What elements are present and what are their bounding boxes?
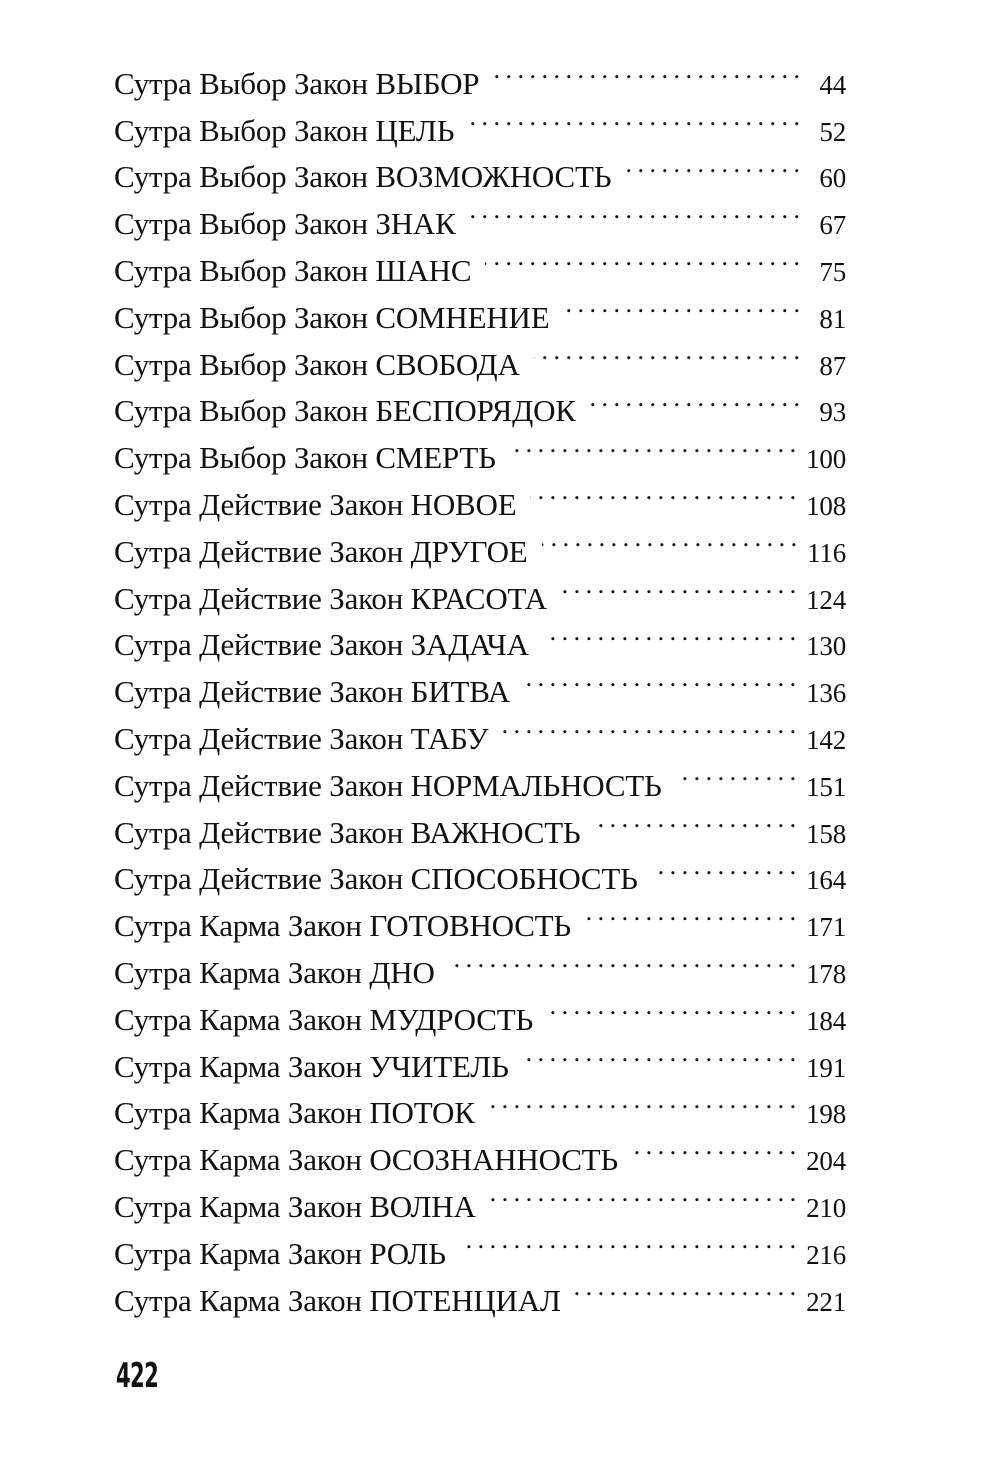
toc-entry-title: Сутра Выбор Закон ВЫБОР (114, 65, 480, 101)
toc-entry-page-number: 130 (806, 631, 846, 662)
dot-leader (490, 1170, 796, 1217)
toc-entry-title: Сутра Выбор Закон СМЕРТЬ (114, 440, 496, 476)
toc-entry-title: Сутра Карма Закон УЧИТЕЛЬ (114, 1048, 509, 1084)
toc-entry-page-number: 75 (819, 256, 846, 287)
toc-entry-page-number: 116 (807, 537, 846, 568)
dot-leader (449, 936, 796, 983)
toc-entry-title: Сутра Карма Закон РОЛЬ (114, 1235, 446, 1271)
toc-entry-page-number: 87 (819, 350, 846, 381)
toc-entry-page-number: 184 (806, 1005, 846, 1036)
dot-leader (489, 1077, 796, 1124)
toc-entry-title: Сутра Действие Закон СПОСОБНОСТЬ (114, 861, 638, 897)
toc-entry (114, 47, 846, 101)
toc-entry-page-number: 204 (806, 1146, 846, 1177)
dot-leader (530, 468, 796, 515)
dot-leader (493, 47, 800, 94)
toc-entry-title: Сутра Выбор Закон БЕСПОРЯДОК (114, 393, 576, 429)
dot-leader (510, 421, 796, 468)
toc-entry-title: Сутра Карма Закон ПОТОК (114, 1095, 475, 1131)
dot-leader (590, 375, 800, 422)
toc-entry-title: Сутра Карма Закон ОСОЗНАННОСТЬ (114, 1142, 619, 1178)
toc-entry-page-number: 164 (806, 865, 846, 896)
toc-entry-page-number: 191 (806, 1052, 846, 1083)
dot-leader (676, 749, 796, 796)
toc-entry-title: Сутра Выбор Закон СВОБОДА (114, 346, 520, 382)
table-of-contents (114, 47, 846, 1318)
toc-entry-title: Сутра Выбор Закон ЦЕЛЬ (114, 112, 455, 148)
dot-leader (547, 983, 796, 1030)
toc-entry-page-number: 44 (819, 69, 846, 100)
toc-entry-title: Сутра Выбор Закон СОМНЕНИЕ (114, 299, 550, 335)
toc-entry-title: Сутра Действие Закон ТАБУ (114, 720, 489, 756)
toc-entry-title: Сутра Карма Закон ВОЛНА (114, 1188, 476, 1224)
dot-leader (485, 234, 800, 281)
dot-leader (652, 843, 796, 890)
toc-entry-page-number: 158 (806, 818, 846, 849)
dot-leader (625, 141, 800, 188)
toc-entry-page-number: 171 (806, 912, 846, 943)
toc-entry-page-number: 60 (819, 163, 846, 194)
dot-leader (542, 515, 798, 562)
dot-leader (563, 281, 800, 328)
toc-entry-page-number: 108 (806, 490, 846, 521)
toc-entry-title: Сутра Действие Закон ДРУГОЕ (114, 533, 528, 569)
dot-leader (575, 1264, 796, 1311)
toc-entry-title: Сутра Действие Закон ВАЖНОСТЬ (114, 814, 581, 850)
dot-leader (561, 562, 796, 609)
toc-entry-page-number: 124 (806, 584, 846, 615)
toc-entry-page-number: 198 (806, 1099, 846, 1130)
toc-entry-page-number: 100 (806, 444, 846, 475)
dot-leader (523, 1030, 796, 1077)
toc-entry-page-number: 81 (819, 303, 846, 334)
page-number: 422 (116, 1356, 159, 1396)
dot-leader (470, 187, 800, 234)
toc-entry-title: Сутра Выбор Закон ВОЗМОЖНОСТЬ (114, 159, 612, 195)
toc-entry-title: Сутра Карма Закон МУДРОСТЬ (114, 1001, 534, 1037)
dot-leader (585, 889, 796, 936)
toc-entry-page-number: 210 (806, 1192, 846, 1223)
toc-entry-page-number: 216 (806, 1239, 846, 1270)
toc-entry-title: Сутра Действие Закон КРАСОТА (114, 580, 547, 616)
dot-leader (632, 1123, 796, 1170)
toc-entry-page-number: 93 (819, 397, 846, 428)
toc-entry-title: Сутра Карма Закон ДНО (114, 954, 435, 990)
toc-entry-title: Сутра Выбор Закон ШАНС (114, 252, 472, 288)
toc-entry-page-number: 221 (806, 1286, 846, 1317)
toc-entry-title: Сутра Действие Закон НОВОЕ (114, 486, 517, 522)
dot-leader (543, 609, 796, 656)
dot-leader (534, 328, 800, 375)
toc-entry-page-number: 136 (806, 678, 846, 709)
toc-entry-title: Сутра Выбор Закон ЗНАК (114, 206, 456, 242)
toc-entry-title: Сутра Действие Закон ЗАДАЧА (114, 627, 529, 663)
dot-leader (460, 1217, 796, 1264)
dot-leader (502, 702, 796, 749)
toc-entry-title: Сутра Действие Закон БИТВА (114, 674, 510, 710)
toc-entry-page-number: 178 (806, 958, 846, 989)
dot-leader (595, 796, 797, 843)
toc-entry-page-number: 52 (819, 116, 846, 147)
toc-entry-page-number: 142 (806, 724, 846, 755)
dot-leader (468, 94, 800, 141)
toc-entry-title: Сутра Карма Закон ГОТОВНОСТЬ (114, 908, 572, 944)
dot-leader (524, 655, 796, 702)
toc-entry-page-number: 151 (806, 771, 846, 802)
toc-entry-page-number: 67 (819, 210, 846, 241)
toc-entry-title: Сутра Карма Закон ПОТЕНЦИАЛ (114, 1282, 561, 1318)
toc-entry-title: Сутра Действие Закон НОРМАЛЬНОСТЬ (114, 767, 662, 803)
